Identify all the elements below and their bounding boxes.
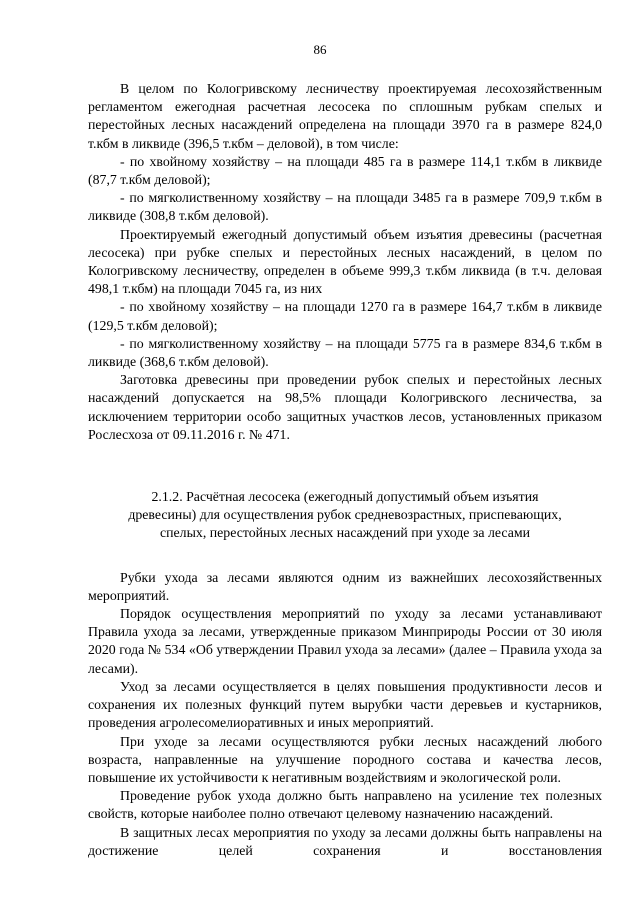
section-heading-line-3: спелых, перестойных лесных насаждений при уходе за лесами: [159, 525, 531, 541]
section-heading-line-2: древесины) для осуществления рубок средневозрастных, приспевающих,: [128, 507, 562, 523]
paragraph-protective-forests: В защитных лесах мероприятия по уходу за лесами должны быть направлены на достижение целей сохранения и восстановления: [88, 824, 602, 858]
paragraph-care-direction: Проведение рубок ухода должно быть направлено на усиление тех полезных свойств, которые наиболее полно отвечают целевому назначению насаждений.: [88, 788, 602, 822]
paragraph-care-purpose: Уход за лесами осуществляется в целях повышения продуктивности лесов и сохранения их полезных функций путем вырубки части деревьев и кустарников, проведения агролесомелиоративных и иных мероприятий.: [88, 678, 602, 731]
section-heading: [88, 488, 602, 543]
paragraph-cutting-area-summary: В целом по Кологривскому лесничеству проектируемая лесохозяйственным регламентом ежегодная расчетная лесосека по сплошным рубкам спелых и перестойных лесных насаждений определена на площади 3970 га в размере 824,0 т.кбм в ликвиде (396,5 т.кбм – деловой), в том числе:: [88, 81, 602, 151]
paragraph-allowable-volume: Проектируемый ежегодный допустимый объем изъятия древесины (расчетная лесосека) при рубке спелых и перестойных лесных насаждений, в целом по Кологривскому лесничеству, определен в объеме 999,3 т.кбм ликвида (в т.ч. деловая 498,1 т.кбм) на площади 7045 га, из них: [88, 226, 602, 297]
paragraph-harvest-exceptions: Заготовка древесины при проведении рубок спелых и перестойных лесных насаждений допускается на 98,5% площади Кологривского лесничества, за исключением территории особо защитных участков лесов, установленных приказом Рослесхоза от 09.11.2016 г. № 471.: [88, 372, 602, 442]
paragraph-softwood-total: - по мягколиственному хозяйству – на площади 5775 га в размере 834,6 т.кбм в ликвиде (368,6 т.кбм деловой).: [88, 335, 602, 370]
paragraph-care-felling: При уходе за лесами осуществляются рубки лесных насаждений любого возраста, направленные на улучшение породного состава и качества лесов, повышение их устойчивости к негативным воздействиям и экологической роли.: [88, 733, 602, 785]
paragraph-care-rules: Порядок осуществления мероприятий по уходу за лесами устанавливают Правила ухода за лесами, утвержденные приказом Минприроды России от 30 июля 2020 года № 534 «Об утверждении Правил ухода за лесами» (далее – Правила ухода за лесами).: [88, 606, 602, 676]
paragraph-softwood-clearcut: - по мягколиственному хозяйству – на площади 3485 га в размере 709,9 т.кбм в ликвиде (308,8 т.кбм деловой).: [88, 190, 602, 224]
section-heading-line-1: 2.1.2. Расчётная лесосека (ежегодный допустимый объем изъятия: [151, 489, 539, 505]
document-body: [88, 80, 602, 860]
paragraph-coniferous-clearcut: - по хвойному хозяйству – на площади 485 га в размере 114,1 т.кбм в ликвиде (87,7 т.кбм деловой);: [88, 153, 602, 188]
page-number: 86: [313, 42, 327, 57]
paragraph-care-importance: Рубки ухода за лесами являются одним из важнейших лесохозяйственных мероприятий.: [88, 569, 602, 603]
paragraph-coniferous-total: - по хвойному хозяйству – на площади 1270 га в размере 164,7 т.кбм в ликвиде (129,5 т.кбм деловой);: [88, 299, 602, 333]
